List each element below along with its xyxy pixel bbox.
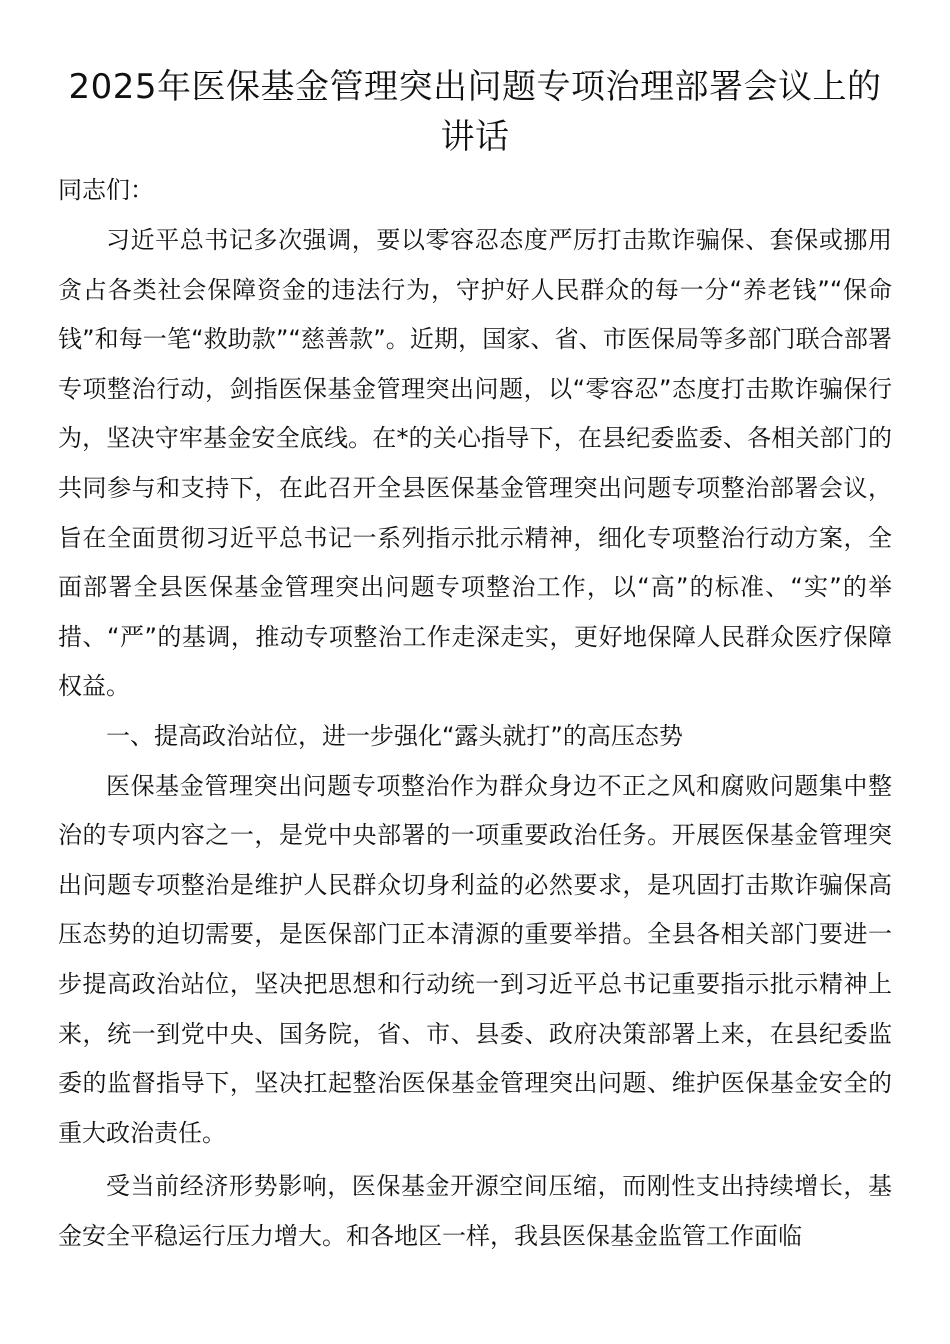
intro-paragraph: 习近平总书记多次强调，要以零容忍态度严厉打击欺诈骗保、套保或挪用贪占各类社会保障资金的违法行为，守护好人民群众的每一分“养老钱”“保命钱”和每一笔“救助款”“慈善款”。近期，国家、省、市医保局等多部门联合部署专项整治行动，剑指医保基金管理突出问题，以“零容忍”态度打击欺诈骗保行为，坚决守牢基金安全底线。在*的关心指导下，在县纪委监委、各相关部门的共同参与和支持下，在此召开全县医保基金管理突出问题专项整治部署会议，旨在全面贯彻习近平总书记一系列指示批示精神，细化专项整治行动方案，全面部署全县医保基金管理突出问题专项整治工作，以“高”的标准、“实”的举措、“严”的基调，推动专项整治工作走深走实，更好地保障人民群众医疗保障权益。	[58, 226, 892, 701]
salutation: 同志们：	[58, 176, 154, 204]
section-heading-1: 一、提高政治站位，进一步强化“露头就打”的高压态势	[106, 721, 683, 750]
section-1-paragraph-1: 医保基金管理突出问题专项整治作为群众身边不正之风和腐败问题集中整治的专项内容之一，是党中央部署的一项重要政治任务。开展医保基金管理突出问题专项整治是维护人民群众切身利益的必然要求，是巩固打击欺诈骗保高压态势的迫切需要，是医保部门正本清源的重要举措。全县各相关部门要进一步提高政治站位，坚决把思想和行动统一到习近平总书记重要指示批示精神上来，统一到党中央、国务院，省、市、县委、政府决策部署上来，在县纪委监委的监督指导下，坚决扛起整治医保基金管理突出问题、维护医保基金安全的重大政治责任。	[58, 771, 892, 1147]
document-page	[58, 62, 892, 1261]
section-1-paragraph-2: 受当前经济形势影响，医保基金开源空间压缩，而刚性支出持续增长，基金安全平稳运行压力增大。和各地区一样，我县医保基金监管工作面临	[58, 1172, 892, 1250]
document-title: 2025年医保基金管理突出问题专项治理部署会议上的讲话	[68, 67, 882, 157]
